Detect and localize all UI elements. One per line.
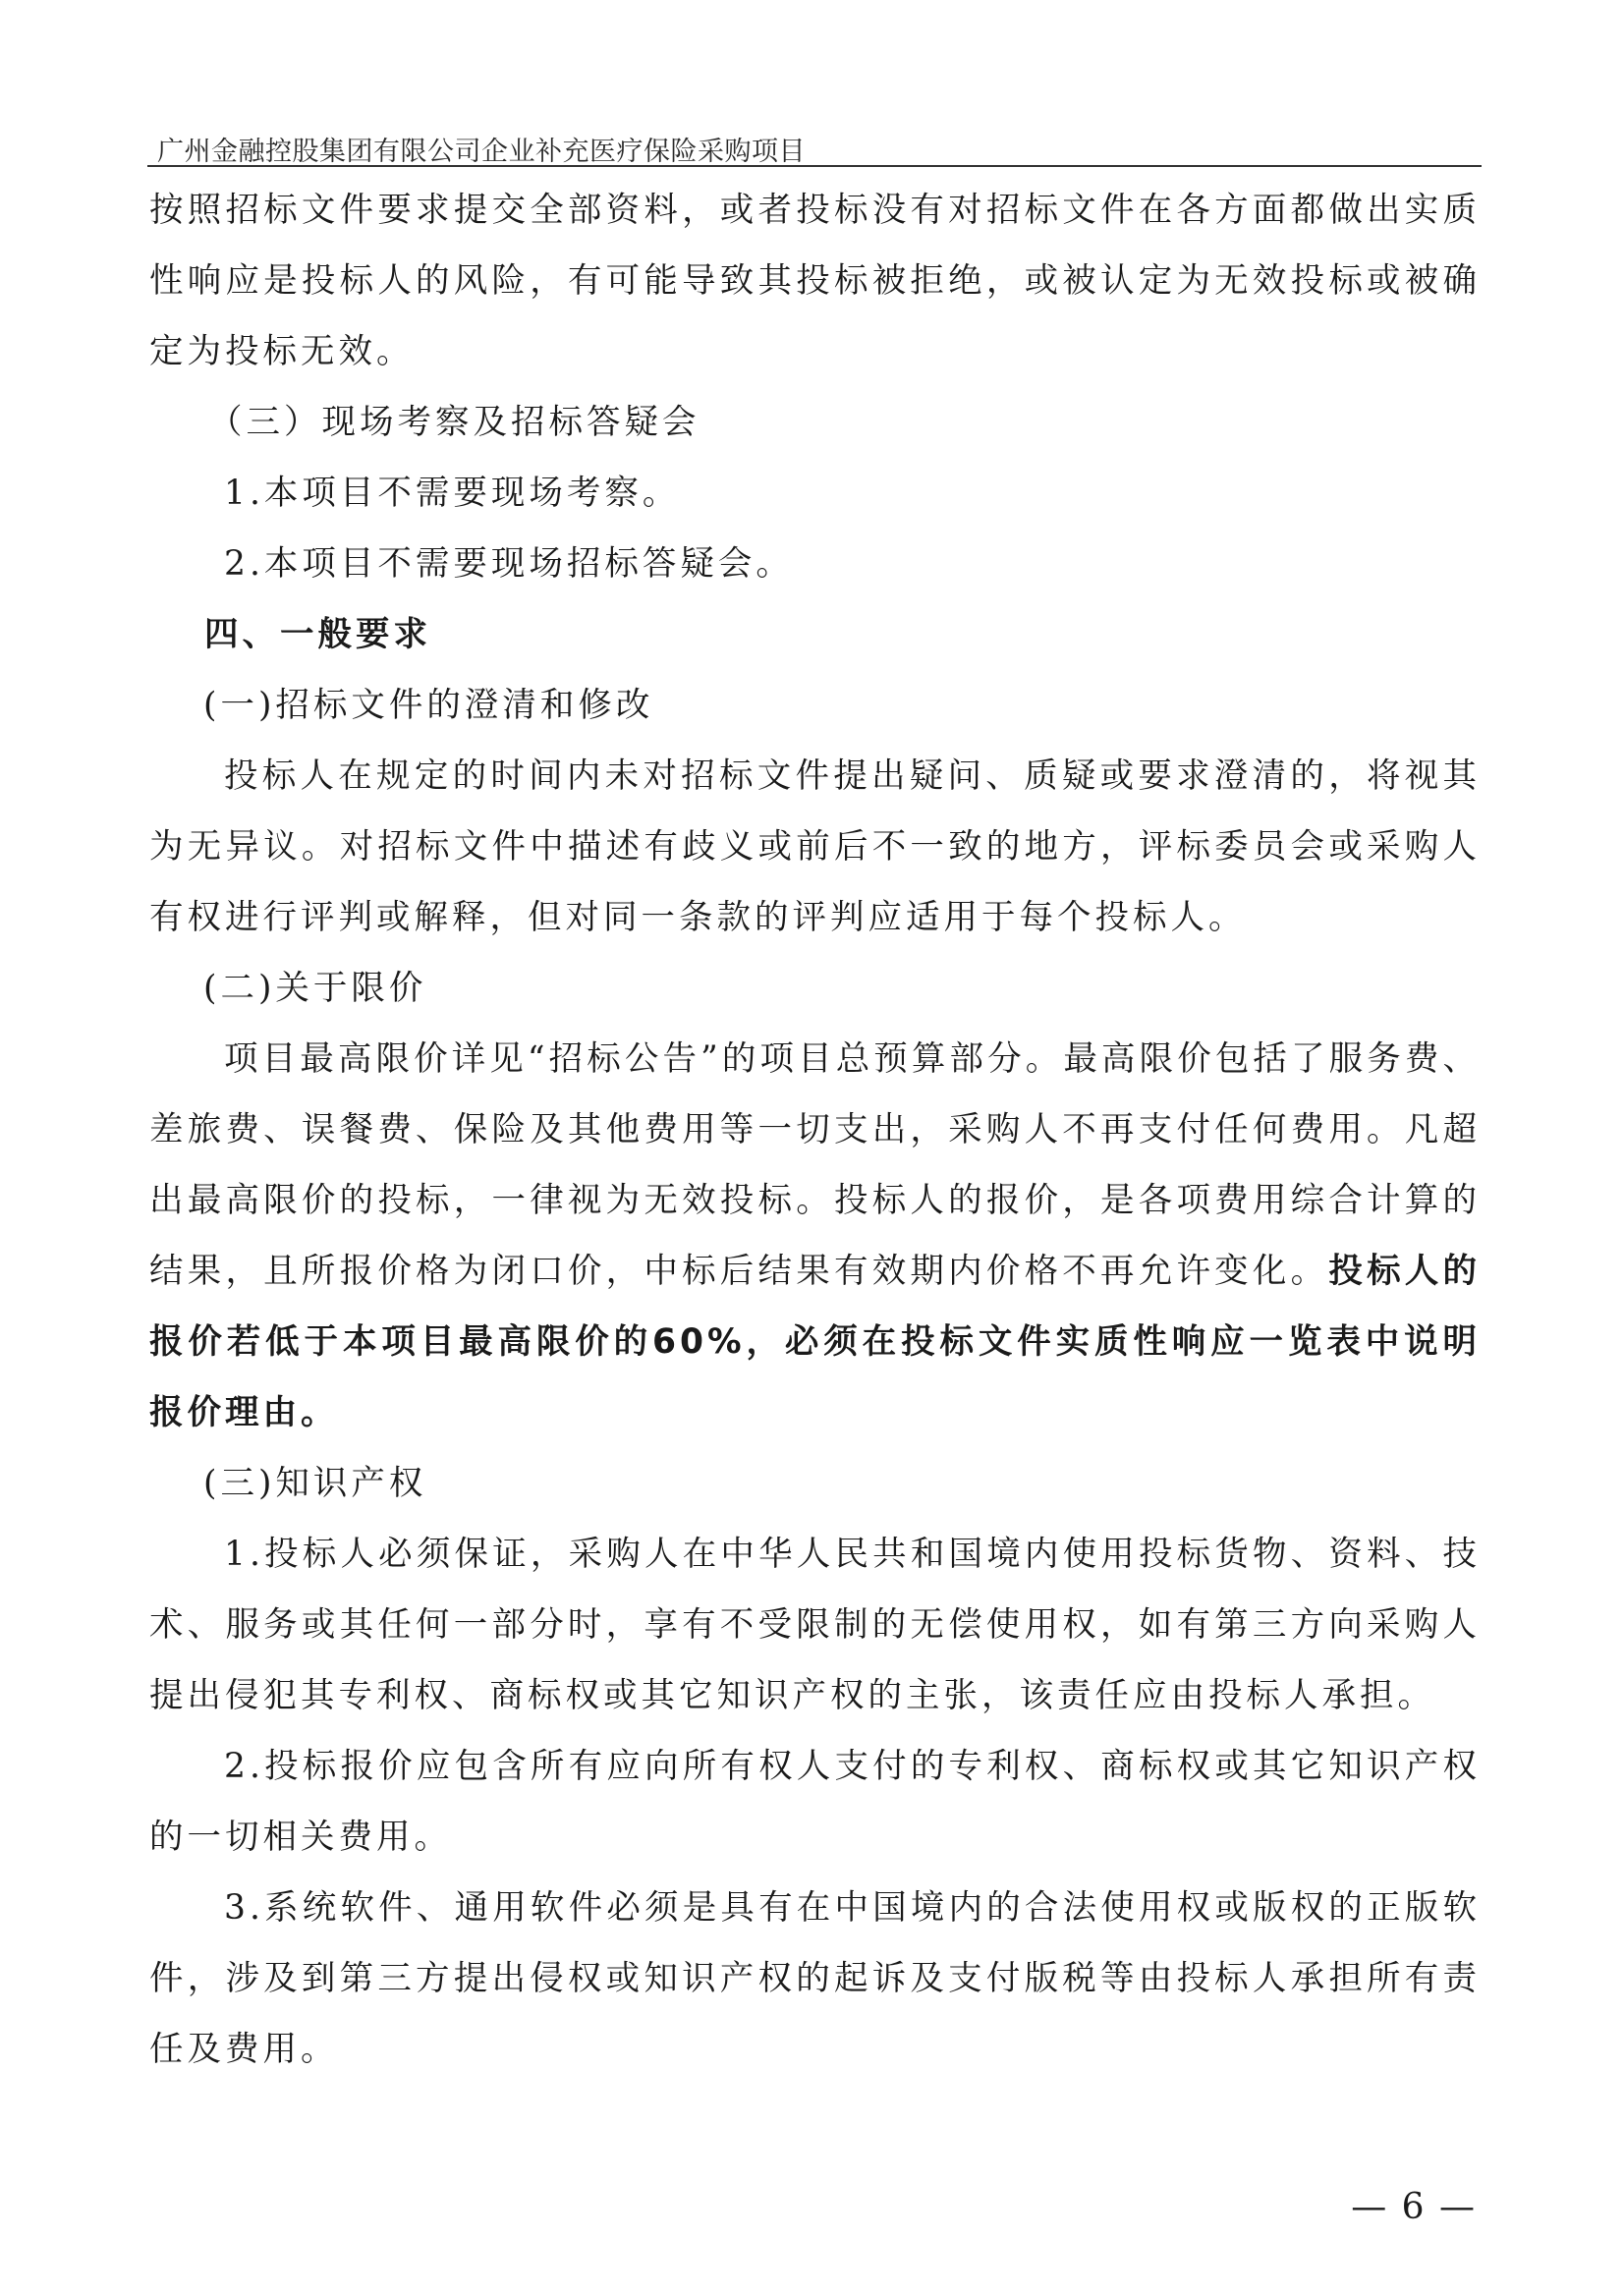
price-limit-title: (二)关于限价	[203, 969, 427, 1008]
ip-item-3: 3.系统软件、通用软件必须是具有在中国境内的合法使用权或版权的正版软件，涉及到第三方提出侵权或知识产权的起诉及支付版税等由投标人承担所有责任及费用。	[149, 1888, 1481, 2069]
ip-item-1: 1.投标人必须保证，采购人在中华人民共和国境内使用投标货物、资料、技术、服务或其任何一部分时，享有不受限制的无偿使用权，如有第三方向采购人提出侵犯其专利权、商标权或其它知识产权的主张，该责任应由投标人承担。	[149, 1535, 1481, 1715]
ip-item-2: 2.投标报价应包含所有应向所有权人支付的专利权、商标权或其它知识产权的一切相关费用。	[149, 1747, 1481, 1857]
clarification-title: (一)招标文件的澄清和修改	[203, 686, 654, 725]
section-general-requirements-heading: 四、一般要求	[204, 615, 431, 654]
section-site-visit-title: （三）现场考察及招标答疑会	[208, 403, 700, 442]
price-limit-text-bold: 投标人的报价若低于本项目最高限价的60%，必须在投标文件实质性响应一览表中说明报价理由。	[149, 1252, 1482, 1432]
section-site-visit-item-2: 2.本项目不需要现场招标答疑会。	[224, 544, 794, 584]
header-divider	[147, 165, 1482, 167]
price-limit-text-normal: 项目最高限价详见“招标公告”的项目总预算部分。最高限价包括了服务费、差旅费、误餐费、保险及其他费用等一切支出，采购人不再支付任何费用。凡超出最高限价的投标，一律视为无效投标。投标人的报价，是各项费用综合计算的结果，且所报价格为闭口价，中标后结果有效期内价格不再允许变化。	[149, 1039, 1481, 1291]
section-site-visit-item-1: 1.本项目不需要现场考察。	[224, 474, 681, 513]
clarification-text: 投标人在规定的时间内未对招标文件提出疑问、质疑或要求澄清的，将视其为无异议。对招标文件中描述有歧义或前后不一致的地方，评标委员会或采购人有权进行评判或解释，但对同一条款的评判应适用于每个投标人。	[149, 756, 1481, 937]
paragraph-continuation: 按照招标文件要求提交全部资料，或者投标没有对招标文件在各方面都做出实质性响应是投标人的风险，有可能导致其投标被拒绝，或被认定为无效投标或被确定为投标无效。	[149, 191, 1481, 371]
page-header: 广州金融控股集团有限公司企业补充医疗保险采购项目	[157, 137, 806, 167]
ip-title: (三)知识产权	[203, 1464, 427, 1503]
price-limit-text	[149, 1024, 1481, 1448]
document-body	[149, 175, 1481, 2085]
page-number: — 6 —	[1351, 2187, 1477, 2227]
